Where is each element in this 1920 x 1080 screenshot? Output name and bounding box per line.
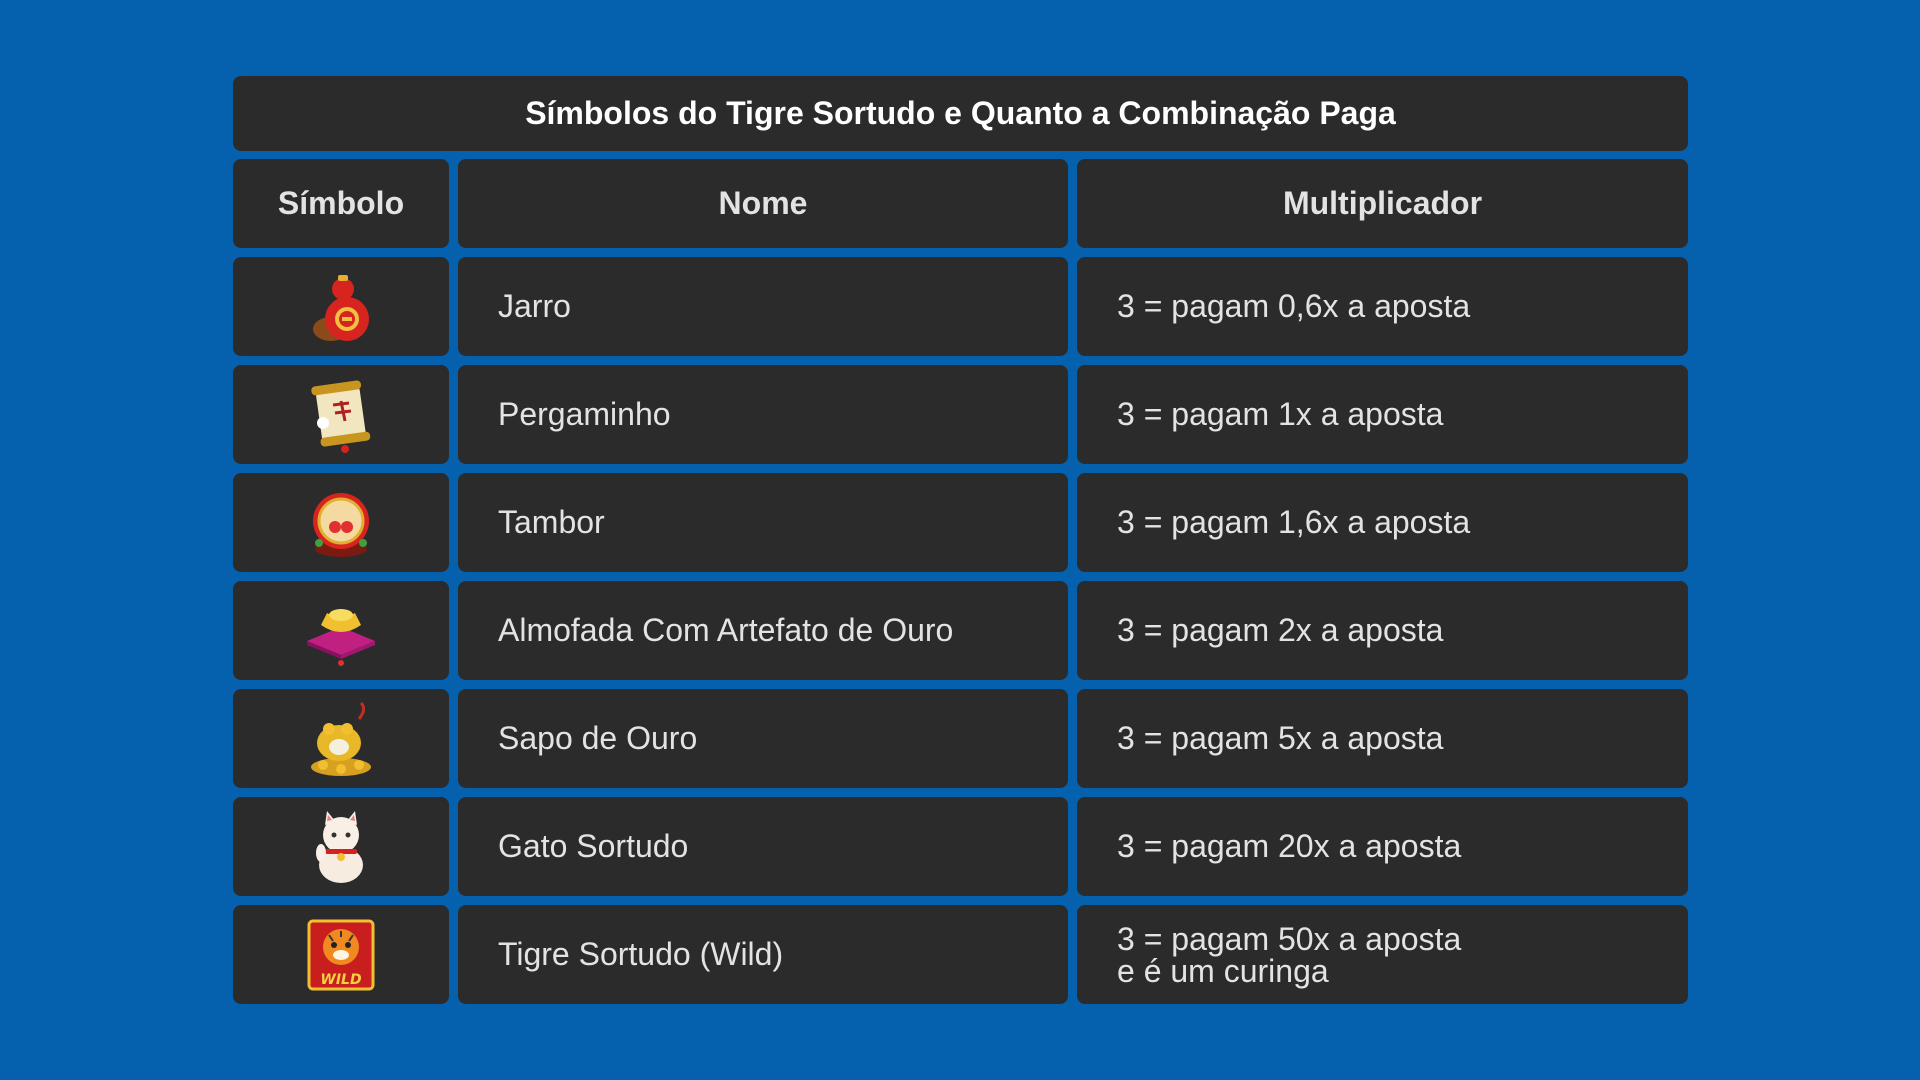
table-row [233, 905, 1688, 1004]
table-row [233, 581, 1688, 680]
symbol-cell [233, 581, 449, 680]
symbol-cell [233, 365, 449, 464]
symbol-multiplier: 3 = pagam 20x a aposta [1077, 797, 1688, 896]
symbol-multiplier [1077, 905, 1688, 1004]
gold-ingot-cushion-icon [301, 591, 381, 671]
table-row [233, 473, 1688, 572]
drum-icon [301, 483, 381, 563]
symbol-name: Sapo de Ouro [458, 689, 1068, 788]
symbol-multiplier-line1: 3 = pagam 50x a aposta [1117, 920, 1462, 957]
symbol-cell [233, 905, 449, 1004]
table-title: Símbolos do Tigre Sortudo e Quanto a Combinação Paga [233, 76, 1688, 151]
symbol-cell [233, 797, 449, 896]
symbol-cell [233, 689, 449, 788]
symbol-name: Gato Sortudo [458, 797, 1068, 896]
symbol-multiplier: 3 = pagam 1x a aposta [1077, 365, 1688, 464]
header-multiplier: Multiplicador [1077, 159, 1688, 248]
symbol-cell [233, 473, 449, 572]
wild-tiger-icon [301, 915, 381, 995]
header-symbol: Símbolo [233, 159, 449, 248]
lucky-cat-icon [301, 807, 381, 887]
wild-label: WILD [320, 971, 362, 988]
red-gourd-jar-icon [301, 267, 381, 347]
symbol-name: Jarro [458, 257, 1068, 356]
table-row [233, 797, 1688, 896]
golden-frog-icon [301, 699, 381, 779]
symbol-multiplier-line2: e é um curinga [1117, 952, 1329, 989]
symbol-multiplier: 3 = pagam 5x a aposta [1077, 689, 1688, 788]
symbol-name: Tigre Sortudo (Wild) [458, 905, 1068, 1004]
table-row [233, 689, 1688, 788]
symbol-multiplier: 3 = pagam 1,6x a aposta [1077, 473, 1688, 572]
table-row [233, 257, 1688, 356]
header-name: Nome [458, 159, 1068, 248]
table-header-row [233, 159, 1688, 248]
table-row [233, 365, 1688, 464]
symbol-name: Pergaminho [458, 365, 1068, 464]
paytable [233, 76, 1688, 1013]
symbol-cell [233, 257, 449, 356]
scroll-icon [301, 375, 381, 455]
symbol-name: Tambor [458, 473, 1068, 572]
symbol-multiplier: 3 = pagam 0,6x a aposta [1077, 257, 1688, 356]
symbol-multiplier: 3 = pagam 2x a aposta [1077, 581, 1688, 680]
symbol-name: Almofada Com Artefato de Ouro [458, 581, 1068, 680]
